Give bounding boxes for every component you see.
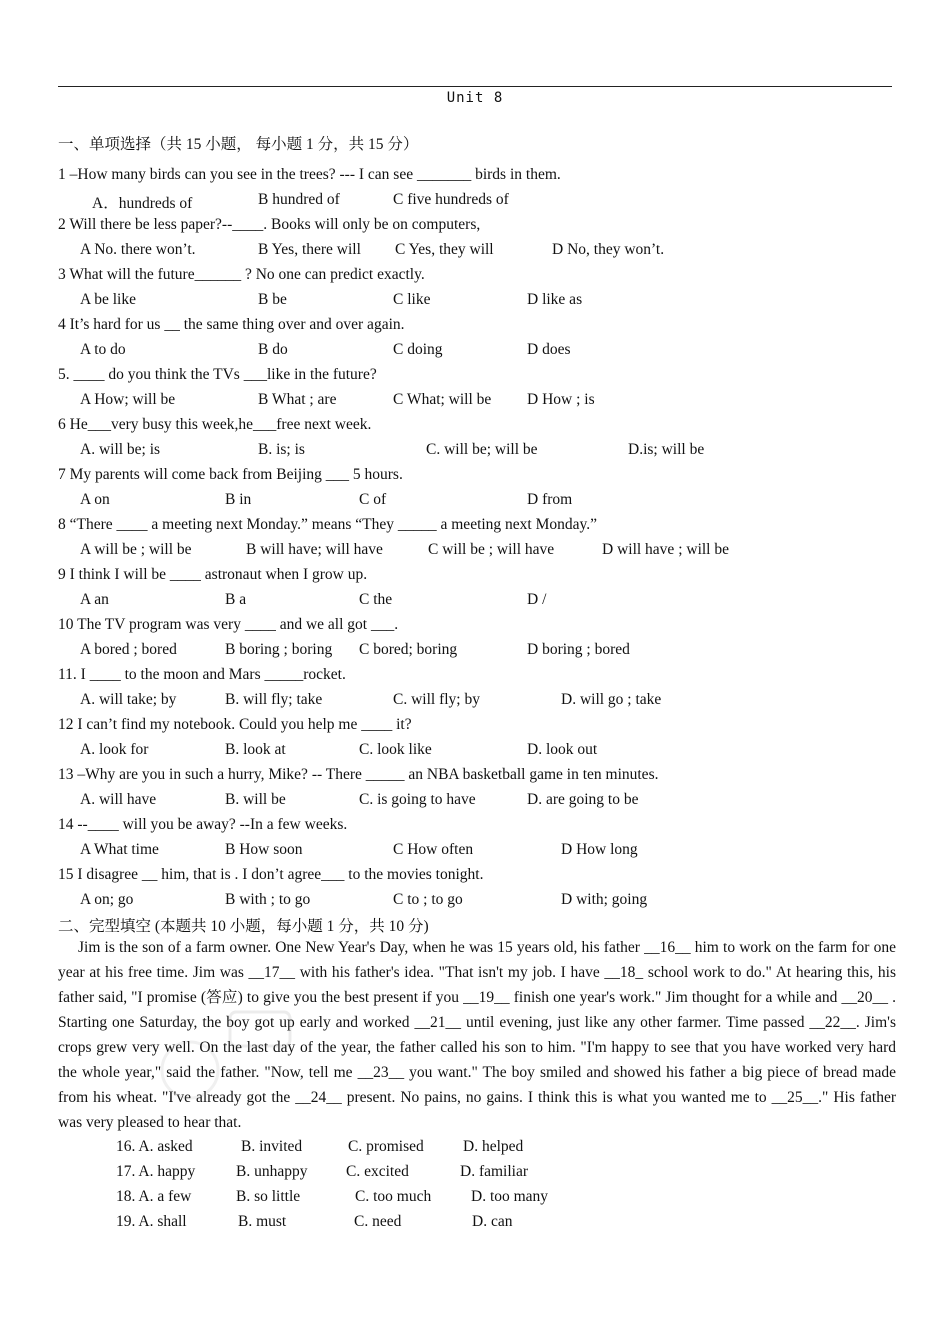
option-b: B. look at: [225, 741, 286, 758]
question-10: 10 The TV program was very ____ and we all got ___.: [58, 616, 399, 633]
option-d: D. familiar: [460, 1163, 529, 1180]
option-a: A．hundreds of: [92, 195, 193, 212]
option-c: C. excited: [346, 1163, 409, 1180]
option-c: C What; will be: [393, 391, 492, 408]
cloze-options-19: [116, 1213, 596, 1235]
option-a: A on; go: [80, 891, 134, 908]
option-a: A bored ; bored: [80, 641, 177, 658]
option-b: B hundred of: [258, 191, 340, 208]
option-d: D. too many: [471, 1188, 549, 1205]
option-a: 16. A. asked: [116, 1138, 193, 1155]
option-a: A an: [80, 591, 109, 608]
question-12: 12 I can’t find my notebook. Could you help me ____ it?: [58, 716, 412, 733]
option-d: D. can: [472, 1213, 513, 1230]
option-a: A be like: [80, 291, 136, 308]
option-b: B. unhappy: [236, 1163, 308, 1180]
cloze-options-17: [116, 1163, 596, 1185]
option-c: C. will be; will be: [426, 441, 538, 458]
option-c: C like: [393, 291, 431, 308]
option-b: B. will fly; take: [225, 691, 323, 708]
question-3: 3 What will the future______ ? No one can predict exactly.: [58, 266, 425, 283]
option-d: D will have ; will be: [602, 541, 729, 558]
option-b: B do: [258, 341, 288, 358]
question-14: 14 --____ will you be away? --In a few weeks.: [58, 816, 348, 833]
option-a: A. will be; is: [80, 441, 161, 458]
cloze-passage: [58, 935, 896, 1135]
option-b: B in: [225, 491, 252, 508]
question-6: 6 He___very busy this week,he___free next week.: [58, 416, 372, 433]
section-heading-cloze: 二、完型填空 (本题共 10 小题，每小题 1 分，共 10 分): [58, 918, 429, 935]
option-c: C bored; boring: [359, 641, 458, 658]
option-b: B boring ; boring: [225, 641, 333, 658]
option-d: D. look out: [527, 741, 598, 758]
question-7: 7 My parents will come back from Beijing ___ 5 hours.: [58, 466, 403, 483]
question-2: 2 Will there be less paper?--____. Books will only be on computers,: [58, 216, 481, 233]
passage-paragraph: Jim is the son of a farm owner. One New Year's Day, when he was 15 years old, his father __16__ him to work on the farm for one year at his free time. Jim was __17__ with his father's idea. "That isn't my job. I have __18_ school work to do." At hearing this, his father said, "I promise (答应) to give you the best present if you __19__ finish one year's work." Jim thought for a while and __20__ . Starting one Saturday, the boy got up early and worked __21__ until evening, just like any other farmer. Time passed __22__. Jim's crops grew very well. On the last day of the year, the father called his son to him. "I'm happy to see that you have worked very hard the whole year," said the father. "Now, tell me __23__ you want." The boy smiled and showed his father a big piece of bread made from his wheat. "I've already got the __24__ present. No pains, no gains. I think this is what you wanted me to __25__." His father was very pleased to hear that.: [58, 939, 896, 1131]
option-d: D /: [527, 591, 547, 608]
option-d: D No, they won’t.: [552, 241, 665, 258]
question-8: 8 “There ____ a meeting next Monday.” means “They _____ a meeting next Monday.”: [58, 516, 598, 533]
option-d: D. will go ; take: [561, 691, 662, 708]
option-a: A What time: [80, 841, 159, 858]
option-a: A. will take; by: [80, 691, 177, 708]
question-13: 13 –Why are you in such a hurry, Mike? -- There _____ an NBA basketball game in ten minutes.: [58, 766, 659, 783]
option-a: A on: [80, 491, 110, 508]
option-d: D. are going to be: [527, 791, 639, 808]
option-b: B. so little: [236, 1188, 301, 1205]
option-b: B a: [225, 591, 247, 608]
option-c: C to ; to go: [393, 891, 463, 908]
option-b: B will have; will have: [246, 541, 383, 558]
option-a: A How; will be: [80, 391, 176, 408]
option-d: D from: [527, 491, 573, 508]
option-c: C will be ; will have: [428, 541, 555, 558]
option-b: B be: [258, 291, 287, 308]
option-a: 18. A. a few: [116, 1188, 192, 1205]
option-b: B. will be: [225, 791, 286, 808]
option-d: D How long: [561, 841, 638, 858]
option-a: 17. A. happy: [116, 1163, 196, 1180]
option-b: B Yes, there will: [258, 241, 361, 258]
option-c: C five hundreds of: [393, 191, 509, 208]
option-b: B with ; to go: [225, 891, 311, 908]
question-15: 15 I disagree __ him, that is . I don’t agree___ to the movies tonight.: [58, 866, 484, 883]
option-b: B What ; are: [258, 391, 337, 408]
option-c: C. promised: [348, 1138, 424, 1155]
option-c: C. look like: [359, 741, 432, 758]
option-c: C. too much: [355, 1188, 432, 1205]
option-c: C Yes, they will: [395, 241, 494, 258]
option-d: D does: [527, 341, 571, 358]
option-a: 19. A. shall: [116, 1213, 187, 1230]
header-rule: [58, 86, 892, 87]
question-4: 4 It’s hard for us __ the same thing over and over again.: [58, 316, 405, 333]
option-a: A. look for: [80, 741, 149, 758]
option-d: D with; going: [561, 891, 648, 908]
option-b: B How soon: [225, 841, 303, 858]
option-d: D. helped: [463, 1138, 524, 1155]
option-b: B. must: [238, 1213, 287, 1230]
option-c: C doing: [393, 341, 443, 358]
option-b: B. is; is: [258, 441, 305, 458]
option-b: B. invited: [241, 1138, 303, 1155]
question-9: 9 I think I will be ____ astronaut when I grow up.: [58, 566, 368, 583]
option-d: D.is; will be: [628, 441, 705, 458]
option-c: C the: [359, 591, 393, 608]
option-d: D boring ; bored: [527, 641, 630, 658]
option-c: C. will fly; by: [393, 691, 480, 708]
cloze-options-16: [116, 1138, 596, 1160]
option-c: C How often: [393, 841, 474, 858]
option-d: D like as: [527, 291, 583, 308]
option-d: D How ; is: [527, 391, 595, 408]
question-11: 11. I ____ to the moon and Mars _____rocket.: [58, 666, 346, 683]
option-c: C. need: [354, 1213, 402, 1230]
option-a: A to do: [80, 341, 126, 358]
page-title: Unit 8: [446, 90, 504, 106]
section-heading-multiple-choice: 一、单项选择（共 15 小题， 每小题 1 分，共 15 分）: [58, 136, 419, 153]
question-5: 5. ____ do you think the TVs ___like in the future?: [58, 366, 377, 383]
option-a: A will be ; will be: [80, 541, 192, 558]
option-c: C of: [359, 491, 387, 508]
option-a: A No. there won’t.: [80, 241, 196, 258]
option-a: A. will have: [80, 791, 157, 808]
option-c: C. is going to have: [359, 791, 476, 808]
question-1: 1 –How many birds can you see in the trees? --- I can see _______ birds in them.: [58, 166, 561, 183]
cloze-options-18: [116, 1188, 596, 1210]
